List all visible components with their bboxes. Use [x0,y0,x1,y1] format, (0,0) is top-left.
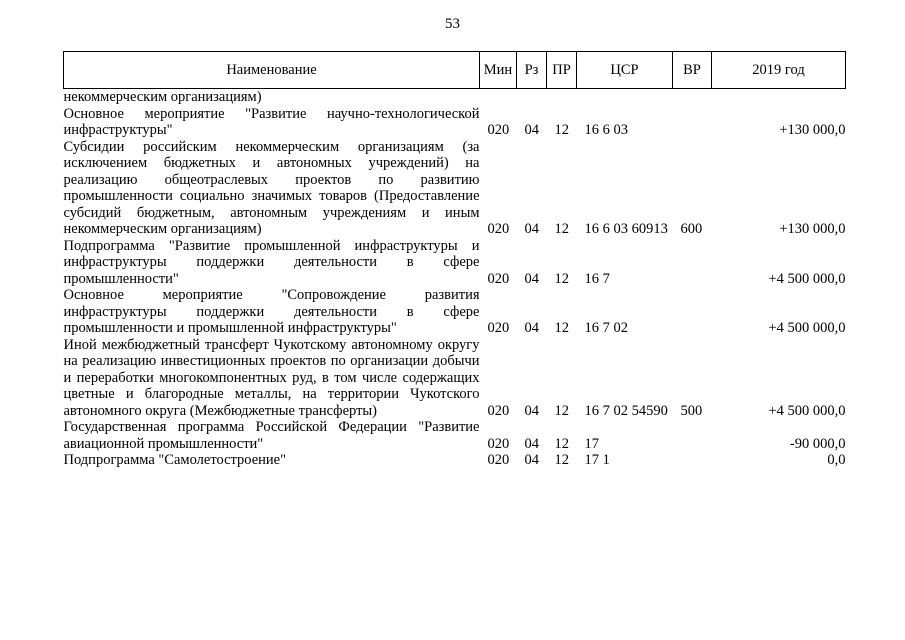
row-pr: 12 [554,221,569,237]
row-name: Субсидии российским некоммерческим организациям (за исключением бюджетных и автономных учреждений) на реализацию общеотраслевых проектов по развитию промышленности социально значимых товаров (Предоставление субсидий бюджетным, автономным учреждениям и иным некоммерческим организациям) [63,138,480,237]
header-min: Мин [480,52,517,89]
row-pr: 12 [554,402,569,419]
row-vr [673,89,712,106]
budget-table [63,51,846,469]
row-csr: 17 [584,435,599,452]
header-rz: Рз [517,52,547,89]
row-name: Государственная программа Российской Федерации "Развитие авиационной промышленности" [63,419,480,452]
table-row [64,106,846,139]
table-row [64,452,846,469]
row-vr [673,452,712,469]
row-name: некоммерческим организациям) [63,89,262,105]
table-row [64,139,846,238]
row-amount: +4 500 000,0 [768,402,846,419]
table-row [64,287,846,337]
table-row [64,419,846,452]
table-row [64,337,846,420]
row-min: 020 [487,221,510,237]
row-rz: 04 [524,402,539,419]
row-amount: +130 000,0 [779,122,846,138]
row-csr: 16 6 03 60913 [584,221,668,237]
header-name: Наименование [64,52,480,89]
row-rz [517,89,547,106]
table-row [64,238,846,288]
row-amount: 0,0 [827,452,846,468]
row-rz: 04 [524,435,539,452]
row-rz: 04 [524,122,539,138]
row-amount: -90 000,0 [789,435,846,452]
row-vr [673,287,712,337]
header-csr: ЦСР [577,52,673,89]
row-csr: 17 1 [584,452,610,468]
row-rz: 04 [524,270,539,287]
row-amount: +4 500 000,0 [768,320,846,336]
row-pr: 12 [554,320,569,336]
row-min: 020 [487,402,510,419]
header-pr: ПР [547,52,577,89]
row-amount: +4 500 000,0 [768,270,846,287]
row-pr: 12 [554,270,569,287]
row-pr: 12 [554,452,569,468]
row-amount: +130 000,0 [779,221,846,237]
table-row [64,89,846,106]
row-name: Основное мероприятие "Развитие научно-технологической инфраструктуры" [63,105,480,138]
row-rz: 04 [524,320,539,336]
row-name: Основное мероприятие "Сопровождение развития инфраструктуры поддержки деятельности в сфере промышленности и промышленной инфраструктуры" [63,287,480,336]
row-amount [712,89,846,106]
row-vr [673,106,712,139]
row-vr: 600 [680,221,703,237]
row-vr [673,419,712,452]
row-csr: 16 7 [584,270,610,287]
row-min: 020 [487,122,510,138]
row-pr [547,89,577,106]
row-pr: 12 [554,122,569,138]
header-year: 2019 год [712,52,846,89]
row-name: Подпрограмма "Самолетостроение" [63,452,287,468]
row-csr [577,89,673,106]
row-vr [673,238,712,288]
row-min: 020 [487,270,510,287]
row-pr: 12 [554,435,569,452]
row-name: Иной межбюджетный трансферт Чукотскому автономному округу на реализацию инвестиционных проектов по организации добычи и переработки многокомпонентных руд, в том числе содержащих цветные и благородные металлы, на территории Чукотского автономного округа (Межбюджетные трансферты) [63,336,480,419]
row-csr: 16 7 02 54590 [584,402,668,419]
row-min: 020 [487,435,510,452]
page-number: 53 [445,16,460,32]
row-rz: 04 [524,452,539,468]
row-vr: 500 [680,402,703,419]
row-min: 020 [487,320,510,336]
row-name: Подпрограмма "Развитие промышленной инфраструктуры и инфраструктуры поддержки деятельности в сфере промышленности" [63,237,480,287]
row-csr: 16 7 02 [584,320,628,336]
row-min [480,89,517,106]
row-rz: 04 [524,221,539,237]
header-vr: ВР [673,52,712,89]
row-min: 020 [487,452,510,468]
table-header [64,52,846,89]
row-csr: 16 6 03 [584,122,628,138]
